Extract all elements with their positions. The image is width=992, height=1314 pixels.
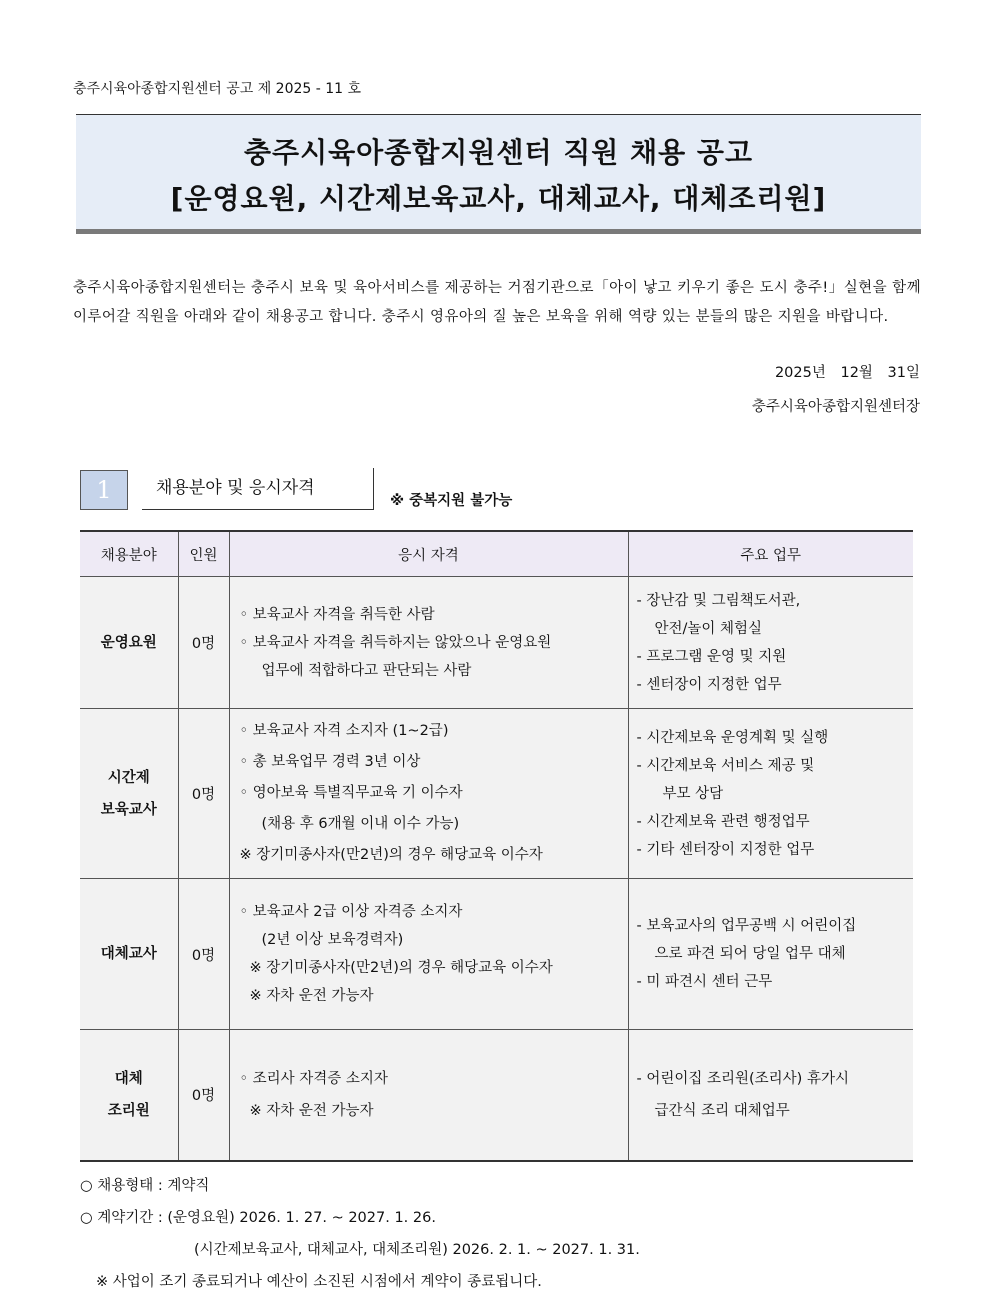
field-name: 대체: [114, 1070, 143, 1087]
table-row: [80, 879, 913, 1030]
field-name: 운영요원: [100, 634, 157, 651]
duty-item: - 시간제보육 운영계획 및 실행: [636, 729, 829, 746]
qualification-item: (2년 이상 보육경력자): [261, 932, 404, 948]
column-header: 인원: [178, 531, 229, 577]
duty-item: - 장난감 및 그림책도서관,: [636, 592, 801, 609]
contract-note: ※ 사업이 조기 종료되거나 예산이 소진된 시점에서 계약이 종료됩니다.: [96, 1274, 542, 1290]
duty-item: - 시간제보육 서비스 제공 및: [636, 757, 815, 774]
duty-item: 급간식 조리 대체업무: [654, 1102, 790, 1119]
notice-number: 충주시육아종합지원센터 공고 제 2025 - 11 호: [73, 81, 362, 97]
title-banner: [76, 114, 921, 234]
qualification-item: ※ 자차 운전 가능자: [249, 1102, 374, 1119]
duty-item: - 센터장이 지정한 업무: [636, 676, 782, 693]
contract-period-continued: (시간제보육교사, 대체교사, 대체조리원) 2026. 2. 1. ~ 2027. 1. 31.: [194, 1242, 640, 1258]
duty-cell: [628, 879, 913, 1030]
qualification-cell: [229, 1030, 628, 1161]
headcount-cell: 0명: [178, 1030, 229, 1161]
section-title: 채용분야 및 응시자격: [142, 468, 374, 510]
duty-item: - 보육교사의 업무공백 시 어린이집: [636, 918, 857, 934]
notice-date: 2025년 12월 31일: [774, 365, 920, 381]
section-number-badge: 1: [80, 470, 128, 510]
qualification-item: ◦ 영아보육 특별직무교육 기 이수자: [239, 785, 463, 801]
column-header: 응시 자격: [229, 531, 628, 577]
employment-terms: [80, 1170, 640, 1298]
qualification-item: ◦ 보육교사 자격을 취득한 사람: [239, 606, 435, 623]
qualification-item: ◦ 총 보육업무 경력 3년 이상: [239, 754, 421, 770]
duty-cell: [628, 577, 913, 709]
field-cell: [80, 709, 178, 879]
intro-paragraph: 충주시육아종합지원센터는 충주시 보육 및 육아서비스를 제공하는 거점기관으로「아이 낳고 키우기 좋은 도시 충주!」실현을 함께 이루어갈 직원을 아래와 같이 채용공고 합니다. 충주시 영유아의 질 높은 보육을 위해 역량 있는 분들의 많은 지원을 바랍니다.: [73, 280, 921, 325]
qualification-item: ※ 장기미종사자(만2년)의 경우 해당교육 이수자: [249, 960, 553, 976]
qualification-cell: [229, 577, 628, 709]
field-cell: [80, 879, 178, 1030]
headcount-cell: 0명: [178, 879, 229, 1030]
headcount-cell: 0명: [178, 577, 229, 709]
field-name: 보육교사: [100, 801, 157, 818]
qualification-item: ◦ 보육교사 자격을 취득하지는 않았으나 운영요원: [239, 634, 552, 651]
qualification-item: ※ 자차 운전 가능자: [249, 988, 374, 1004]
column-header: 주요 업무: [628, 531, 913, 577]
table-header-row: [80, 531, 913, 577]
section-note: ※ 중복지원 불가능: [390, 493, 513, 509]
field-name: 시간제: [107, 769, 150, 786]
duty-cell: [628, 709, 913, 879]
field-cell: [80, 577, 178, 709]
duty-item: - 미 파견시 센터 근무: [636, 974, 773, 990]
qualification-item: ◦ 보육교사 자격 소지자 (1~2급): [239, 723, 449, 739]
qualification-item: ◦ 보육교사 2급 이상 자격증 소지자: [239, 904, 463, 920]
duty-item: 안전/놀이 체험실: [654, 620, 763, 637]
duty-item: - 어린이집 조리원(조리사) 휴가시: [636, 1070, 849, 1087]
qualification-item: ◦ 조리사 자격증 소지자: [239, 1070, 388, 1087]
duty-item: 으로 파견 되어 당일 업무 대체: [654, 946, 846, 962]
table-row: [80, 709, 913, 879]
duty-item: - 기타 센터장이 지정한 업무: [636, 841, 815, 858]
duty-item: - 프로그램 운영 및 지원: [636, 648, 787, 665]
duty-cell: [628, 1030, 913, 1161]
table-row: [80, 1030, 913, 1161]
page-subtitle: [운영요원, 시간제보육교사, 대체교사, 대체조리원]: [170, 182, 827, 215]
table-row: [80, 577, 913, 709]
employment-type: ○ 채용형태 : 계약직: [80, 1178, 210, 1194]
recruitment-table: [80, 530, 913, 1162]
page-title: 충주시육아종합지원센터 직원 채용 공고: [243, 136, 754, 169]
qualification-item: ※ 장기미종사자(만2년)의 경우 해당교육 이수자: [239, 847, 543, 863]
column-header: 채용분야: [80, 531, 178, 577]
duty-item: 부모 상담: [662, 785, 724, 802]
qualification-item: 업무에 적합하다고 판단되는 사람: [261, 662, 472, 679]
headcount-cell: 0명: [178, 709, 229, 879]
issuer-name: 충주시육아종합지원센터장: [751, 399, 920, 415]
qualification-item: (채용 후 6개월 이내 이수 가능): [261, 816, 460, 832]
duty-item: - 시간제보육 관련 행정업무: [636, 813, 810, 830]
field-name: 대체교사: [100, 946, 157, 962]
field-name: 조리원: [107, 1102, 150, 1119]
qualification-cell: [229, 879, 628, 1030]
field-cell: [80, 1030, 178, 1161]
qualification-cell: [229, 709, 628, 879]
contract-period: ○ 계약기간 : (운영요원) 2026. 1. 27. ~ 2027. 1. 26.: [80, 1210, 436, 1226]
